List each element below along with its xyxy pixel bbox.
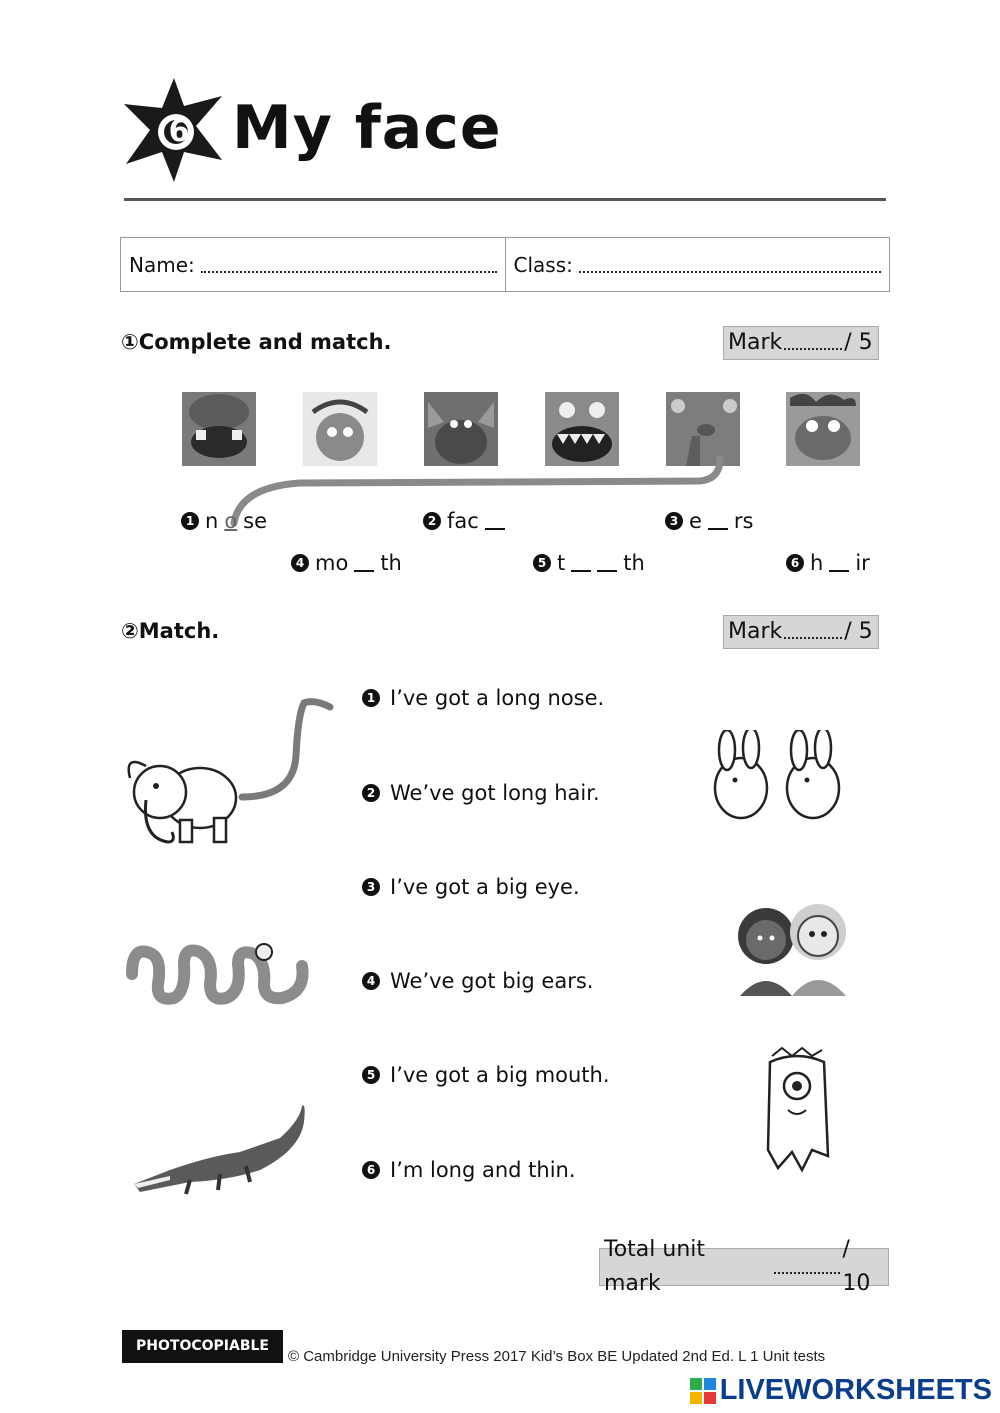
- brand-name: LIVEWORKSHEETS: [719, 1374, 992, 1406]
- class-field[interactable]: [579, 257, 881, 273]
- word-part: mo: [315, 551, 349, 575]
- word-part: th: [623, 551, 645, 575]
- sentence-number: 1: [362, 689, 380, 707]
- sentence-text[interactable]: I’ve got a big mouth.: [390, 1063, 610, 1087]
- exercise2-number: ②: [121, 619, 139, 643]
- word-blank[interactable]: [485, 512, 505, 530]
- word-blank[interactable]: [829, 554, 849, 572]
- exercise1-mark-box: [723, 326, 879, 360]
- word-item: [181, 509, 267, 533]
- sentence-item: [362, 781, 600, 805]
- word-number: 4: [291, 554, 309, 572]
- exercise1-mark-field[interactable]: [784, 336, 842, 350]
- exercise1-title: Complete and match.: [138, 330, 392, 354]
- word-part: n: [205, 509, 219, 533]
- name-field[interactable]: [201, 257, 497, 273]
- word-part: se: [243, 509, 268, 533]
- total-mark-label: Total unit mark: [604, 1237, 705, 1296]
- example-answer-line: [234, 695, 334, 805]
- sentence-text[interactable]: I’m long and thin.: [390, 1158, 576, 1182]
- word-item: [291, 551, 402, 575]
- word-number: 1: [181, 512, 199, 530]
- name-label: Name:: [129, 252, 195, 277]
- word-item: [423, 509, 505, 533]
- sentence-number: 4: [362, 972, 380, 990]
- sentence-text[interactable]: We’ve got long hair.: [390, 781, 600, 805]
- exercise2-title: Match.: [138, 619, 220, 643]
- word-part: h: [810, 551, 824, 575]
- exercise2-mark-field[interactable]: [784, 625, 842, 639]
- sentence-item: [362, 1063, 610, 1087]
- snake-picture[interactable]: [122, 934, 314, 1008]
- liveworksheets-brand[interactable]: [690, 1374, 992, 1407]
- exercise1-number: ①: [121, 330, 139, 354]
- word-item: [533, 551, 645, 575]
- sentence-text[interactable]: We’ve got big ears.: [390, 969, 594, 993]
- word-blank[interactable]: [597, 554, 617, 572]
- sentence-number: 6: [362, 1161, 380, 1179]
- name-class-box: [120, 237, 890, 292]
- exercise1-heading: [121, 330, 392, 354]
- word-number: 3: [665, 512, 683, 530]
- word-part: th: [380, 551, 402, 575]
- sentence-item: [362, 686, 604, 710]
- word-part: fac: [447, 509, 479, 533]
- word-item: [786, 551, 870, 575]
- cyclops-monster-picture[interactable]: [752, 1046, 842, 1176]
- word-part: ir: [855, 551, 870, 575]
- name-cell: [121, 238, 505, 291]
- word-part: rs: [733, 509, 754, 533]
- total-mark-field[interactable]: [774, 1260, 841, 1274]
- class-label: Class:: [513, 252, 573, 277]
- sentence-number: 2: [362, 784, 380, 802]
- title-divider: [124, 198, 886, 201]
- exercise1-mark-total: / 5: [844, 330, 873, 355]
- word-part: t: [557, 551, 566, 575]
- sentence-number: 3: [362, 878, 380, 896]
- sentence-item: [362, 1158, 576, 1182]
- exercise1-mark-label: Mark: [728, 330, 783, 355]
- page-title: My face: [232, 93, 502, 163]
- word-blank[interactable]: [708, 512, 728, 530]
- sentence-text[interactable]: I’ve got a big eye.: [390, 875, 580, 899]
- sentence-item: [362, 875, 580, 899]
- copyright-text: © Cambridge University Press 2017 Kid’s Box BE Updated 2nd Ed. L 1 Unit tests: [288, 1348, 826, 1365]
- word-number: 2: [423, 512, 441, 530]
- class-cell: [505, 238, 890, 291]
- exercise2-mark-total: / 5: [844, 619, 873, 644]
- word-number: 6: [786, 554, 804, 572]
- monster-hair-picture[interactable]: [786, 392, 860, 466]
- exercise2-mark-label: Mark: [728, 619, 783, 644]
- elephant-picture[interactable]: [124, 738, 242, 858]
- word-answer[interactable]: o: [224, 509, 238, 533]
- sentence-item: [362, 969, 593, 993]
- crocodile-picture[interactable]: [130, 1100, 306, 1196]
- exercise2-heading: [121, 619, 219, 643]
- liveworksheets-logo-icon: [690, 1378, 716, 1404]
- photocopiable-label: PHOTOCOPIABLE: [122, 1330, 283, 1363]
- word-blank[interactable]: [571, 554, 591, 572]
- sentence-number: 5: [362, 1066, 380, 1084]
- word-part: e: [689, 509, 702, 533]
- total-mark-value: / 10: [842, 1237, 871, 1296]
- word-blank[interactable]: [354, 554, 374, 572]
- exercise2-mark-box: [723, 615, 879, 649]
- rabbits-picture[interactable]: [705, 730, 853, 822]
- word-number: 5: [533, 554, 551, 572]
- word-item: [665, 509, 754, 533]
- unit-number: 6: [168, 114, 190, 149]
- sentence-text[interactable]: I’ve got a long nose.: [390, 686, 605, 710]
- total-mark-box: [599, 1237, 889, 1296]
- girls-picture[interactable]: [726, 896, 858, 996]
